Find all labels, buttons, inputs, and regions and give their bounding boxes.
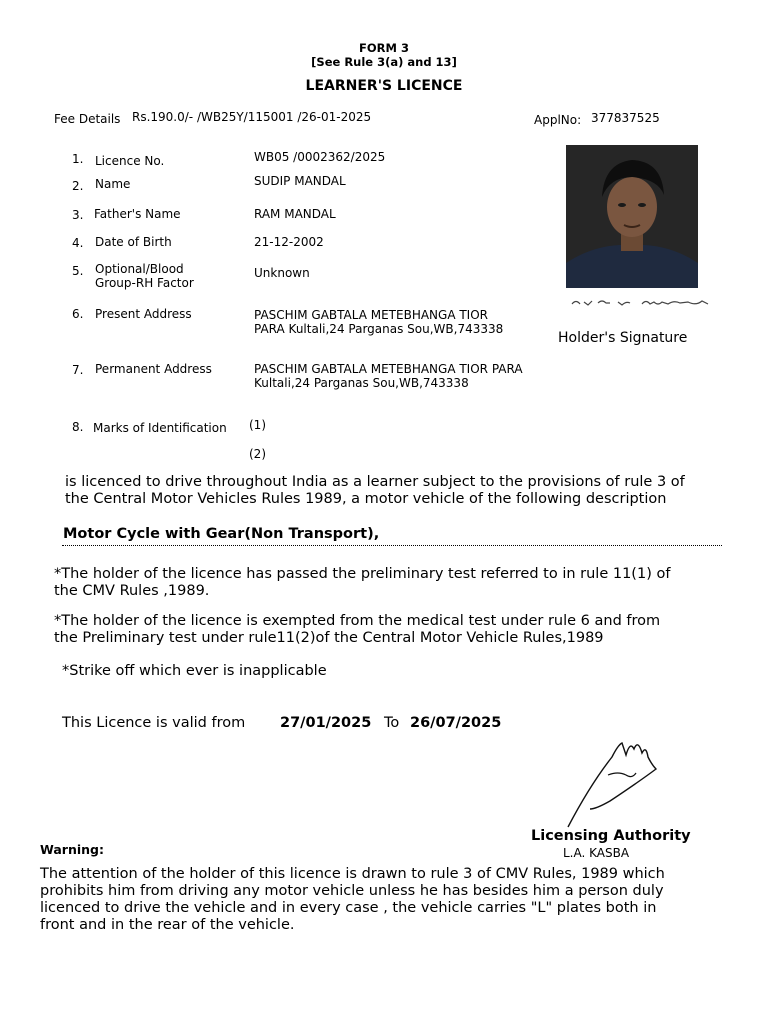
blood-group-label: Optional/Blood bbox=[95, 262, 184, 276]
name-value: SUDIP MANDAL bbox=[254, 174, 346, 188]
licence-statement-line1: is licenced to drive throughout India as a learner subject to the provisions of rule 3 of bbox=[65, 474, 685, 490]
form-number: FORM 3 bbox=[359, 41, 409, 55]
fathers-name-label: Father's Name bbox=[94, 207, 181, 221]
blood-group-value: Unknown bbox=[254, 266, 310, 280]
present-address-label: Present Address bbox=[95, 307, 192, 321]
field-number: 1. bbox=[72, 152, 84, 166]
licence-statement-line2: the Central Motor Vehicles Rules 1989, a motor vehicle of the following description bbox=[65, 491, 667, 507]
field-number: 8. bbox=[72, 420, 84, 434]
note-preliminary-test-line1: *The holder of the licence has passed the preliminary test referred to in rule 11(1) of bbox=[54, 566, 671, 582]
fee-details-label: Fee Details bbox=[54, 112, 121, 126]
holder-signature-label: Holder's Signature bbox=[558, 330, 688, 346]
holder-signature-image bbox=[568, 293, 718, 311]
rule-reference: [See Rule 3(a) and 13] bbox=[311, 55, 457, 69]
licence-no-value: WB05 /0002362/2025 bbox=[254, 150, 386, 164]
warning-text-line4: front and in the rear of the vehicle. bbox=[40, 917, 295, 933]
identification-mark-2: (2) bbox=[249, 447, 266, 461]
licence-no-label: Licence No. bbox=[95, 154, 165, 168]
name-label: Name bbox=[95, 177, 131, 191]
valid-from-date: 27/01/2025 bbox=[280, 715, 372, 731]
licensing-authority-title: Licensing Authority bbox=[531, 828, 691, 844]
dotted-separator bbox=[62, 545, 722, 546]
identification-mark-1: (1) bbox=[249, 418, 266, 432]
field-number: 7. bbox=[72, 363, 84, 377]
permanent-address-label: Permanent Address bbox=[95, 362, 212, 376]
date-of-birth-label: Date of Birth bbox=[95, 235, 172, 249]
validity-to-label: To bbox=[384, 715, 400, 731]
holder-photo bbox=[566, 145, 698, 288]
permanent-address-line2: Kultali,24 Parganas Sou,WB,743338 bbox=[254, 376, 469, 390]
note-medical-exemption-line1: *The holder of the licence is exempted from the medical test under rule 6 and from bbox=[54, 613, 661, 629]
marks-of-identification-label: Marks of Identification bbox=[93, 421, 227, 435]
date-of-birth-value: 21-12-2002 bbox=[254, 235, 324, 249]
field-number: 5. bbox=[72, 264, 84, 278]
validity-label: This Licence is valid from bbox=[62, 715, 246, 731]
page-title: LEARNER'S LICENCE bbox=[305, 78, 463, 94]
warning-text-line2: prohibits him from driving any motor vehicle unless he has besides him a person duly bbox=[40, 883, 664, 899]
field-number: 3. bbox=[72, 208, 84, 222]
application-number-label: ApplNo: bbox=[534, 113, 582, 127]
field-number: 6. bbox=[72, 307, 84, 321]
fee-details-value: Rs.190.0/- /WB25Y/115001 /26-01-2025 bbox=[132, 110, 372, 124]
field-number: 4. bbox=[72, 236, 84, 250]
vehicle-class: Motor Cycle with Gear(Non Transport), bbox=[63, 526, 380, 542]
authority-signature-image bbox=[560, 735, 670, 835]
warning-text-line1: The attention of the holder of this licence is drawn to rule 3 of CMV Rules, 1989 which bbox=[40, 866, 665, 882]
blood-group-label-line2: Group-RH Factor bbox=[95, 276, 194, 290]
application-number-value: 377837525 bbox=[591, 111, 660, 125]
licensing-authority-office: L.A. KASBA bbox=[563, 846, 630, 860]
note-medical-exemption-line2: the Preliminary test under rule11(2)of the Central Motor Vehicle Rules,1989 bbox=[54, 630, 604, 646]
warning-text-line3: licenced to drive the vehicle and in every case , the vehicle carries "L" plates both in bbox=[40, 900, 657, 916]
present-address-line1: PASCHIM GABTALA METEBHANGA TIOR bbox=[254, 308, 488, 322]
warning-label: Warning: bbox=[40, 842, 104, 857]
note-strike-off: *Strike off which ever is inapplicable bbox=[62, 663, 327, 679]
field-number: 2. bbox=[72, 179, 84, 193]
valid-to-date: 26/07/2025 bbox=[410, 715, 502, 731]
fathers-name-value: RAM MANDAL bbox=[254, 207, 336, 221]
permanent-address-line1: PASCHIM GABTALA METEBHANGA TIOR PARA bbox=[254, 362, 523, 376]
note-preliminary-test-line2: the CMV Rules ,1989. bbox=[54, 583, 210, 599]
present-address-line2: PARA Kultali,24 Parganas Sou,WB,743338 bbox=[254, 322, 504, 336]
